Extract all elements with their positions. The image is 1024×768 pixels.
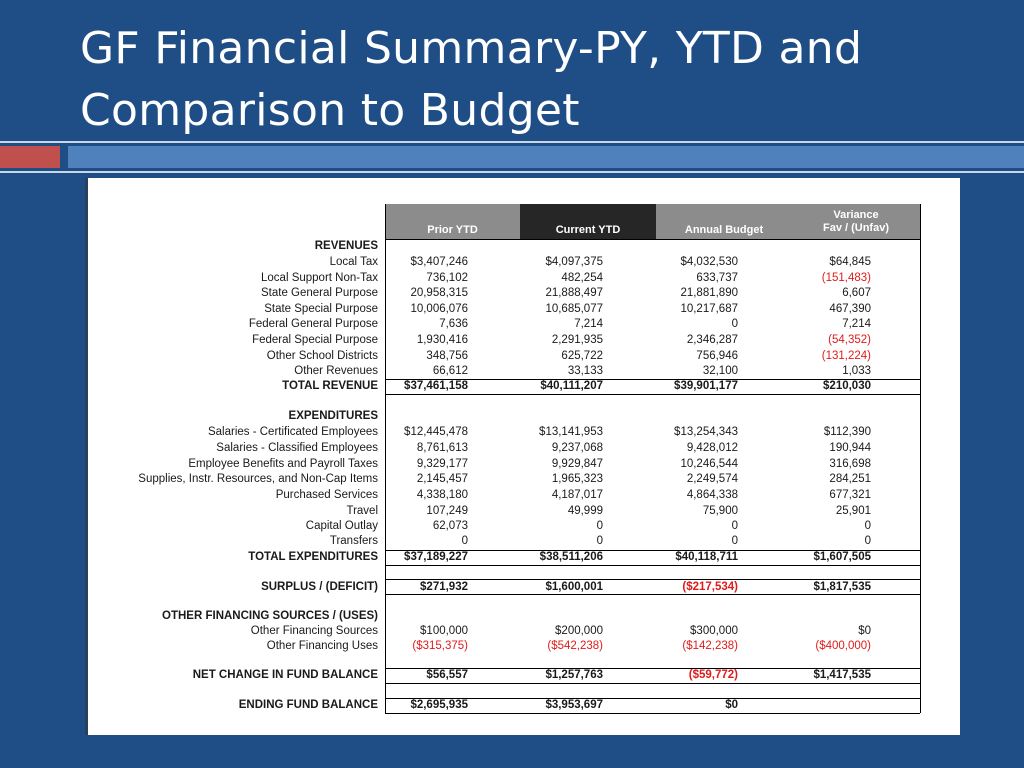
grid-line: [385, 713, 920, 714]
cell-prior: 4,338,180: [416, 489, 468, 501]
cell-variance: $0: [858, 625, 871, 637]
cell-variance: 316,698: [829, 458, 871, 470]
table-row: [88, 489, 928, 504]
cell-variance: 467,390: [829, 303, 871, 315]
cell-variance: $210,030: [823, 380, 871, 392]
table-row: [88, 365, 928, 380]
cell-budget: 21,881,890: [680, 287, 738, 299]
cell-current: 1,965,323: [551, 473, 603, 485]
cell-current: $13,141,953: [539, 426, 603, 438]
row-label: Other School Districts: [266, 350, 378, 362]
row-label: Other Revenues: [294, 365, 378, 377]
cell-variance: 284,251: [829, 473, 871, 485]
row-label: Local Tax: [329, 256, 378, 268]
cell-budget: 0: [731, 520, 738, 532]
cell-budget: ($59,772): [688, 669, 738, 681]
grid-line: [385, 698, 920, 699]
divider-line-bottom: [0, 171, 1024, 173]
cell-prior: $100,000: [420, 625, 468, 637]
row-label: Employee Benefits and Payroll Taxes: [188, 458, 378, 470]
cell-current: 33,133: [567, 365, 603, 377]
slide-title-line-2: Comparison to Budget: [80, 85, 580, 136]
cell-prior: 348,756: [426, 350, 468, 362]
row-label: TOTAL REVENUE: [282, 380, 378, 392]
table-row: [88, 669, 928, 684]
cell-prior: 66,612: [432, 365, 468, 377]
table-row: [88, 442, 928, 457]
table-row: [88, 334, 928, 349]
cell-current: $3,953,697: [545, 699, 603, 711]
cell-prior: 1,930,416: [416, 334, 468, 346]
cell-budget: $13,254,343: [674, 426, 738, 438]
cell-current: $4,097,375: [545, 256, 603, 268]
grid-line: [385, 550, 920, 551]
cell-current: 482,254: [561, 272, 603, 284]
cell-current: $1,257,763: [545, 669, 603, 681]
cell-current: $200,000: [555, 625, 603, 637]
row-label: Salaries - Classified Employees: [216, 442, 378, 454]
row-label: NET CHANGE IN FUND BALANCE: [192, 669, 378, 681]
slide-title: [80, 18, 980, 142]
grid-line: [385, 239, 920, 240]
table-row: [88, 303, 928, 318]
grid-line: [385, 379, 920, 380]
cell-current: 21,888,497: [545, 287, 603, 299]
cell-current: 4,187,017: [551, 489, 603, 501]
row-label: Capital Outlay: [305, 520, 378, 532]
cell-budget: 0: [731, 535, 738, 547]
row-label: Federal General Purpose: [248, 318, 378, 330]
cell-prior: $271,932: [420, 581, 468, 593]
divider-line-top: [0, 141, 1024, 143]
cell-current: 2,291,935: [551, 334, 603, 346]
cell-prior: $2,695,935: [410, 699, 468, 711]
grid-border: [385, 204, 386, 713]
cell-current: 0: [596, 520, 603, 532]
grid-line: [385, 394, 920, 395]
cell-prior: 736,102: [426, 272, 468, 284]
cell-current: 49,999: [567, 505, 603, 517]
cell-variance: 25,901: [835, 505, 871, 517]
cell-prior: 10,006,076: [410, 303, 468, 315]
cell-budget: 633,737: [696, 272, 738, 284]
table-row: [88, 551, 928, 566]
table-row: [88, 640, 928, 655]
cell-variance: ($400,000): [815, 640, 871, 652]
row-label: Purchased Services: [275, 489, 378, 501]
cell-budget: ($142,238): [682, 640, 738, 652]
table-row: [88, 272, 928, 287]
table-row: [88, 350, 928, 365]
cell-prior: 7,636: [439, 318, 468, 330]
row-label: TOTAL EXPENDITURES: [248, 551, 378, 563]
cell-budget: $0: [725, 699, 738, 711]
grid-line: [385, 683, 920, 684]
cell-current: $38,511,206: [539, 551, 603, 563]
table-row: [88, 426, 928, 441]
table-row: [88, 535, 928, 550]
header-current-ytd: Current YTD: [520, 204, 656, 239]
accent-bar-red: [0, 146, 60, 168]
cell-budget: 2,346,287: [686, 334, 738, 346]
cell-prior: $12,445,478: [404, 426, 468, 438]
table-row: [88, 240, 928, 255]
grid-line: [385, 668, 920, 669]
grid-line: [385, 579, 920, 580]
row-label: EXPENDITURES: [288, 410, 378, 422]
cell-prior: $37,189,227: [404, 551, 468, 563]
cell-variance: $1,607,505: [813, 551, 871, 563]
cell-current: $40,111,207: [540, 380, 603, 392]
cell-variance: (131,224): [821, 350, 871, 362]
cell-prior: 107,249: [426, 505, 468, 517]
cell-budget: ($217,534): [682, 581, 738, 593]
header-variance-line-1: Variance: [833, 209, 879, 221]
cell-variance: 7,214: [842, 318, 871, 330]
cell-prior: 0: [461, 535, 468, 547]
cell-prior: 20,958,315: [410, 287, 468, 299]
cell-variance: $1,817,535: [813, 581, 871, 593]
row-label: Federal Special Purpose: [252, 334, 378, 346]
cell-prior: 9,329,177: [416, 458, 468, 470]
cell-prior: $56,557: [426, 669, 468, 681]
row-label: Travel: [346, 505, 378, 517]
cell-variance: 1,033: [842, 365, 871, 377]
row-label: Supplies, Instr. Resources, and Non-Cap Items: [138, 473, 378, 485]
row-label: Other Financing Uses: [266, 640, 378, 652]
cell-prior: 8,761,613: [416, 442, 468, 454]
table-row: [88, 256, 928, 271]
cell-current: ($542,238): [547, 640, 603, 652]
row-label: Transfers: [329, 535, 378, 547]
cell-variance: 677,321: [829, 489, 871, 501]
grid-line: [385, 594, 920, 595]
cell-budget: $300,000: [690, 625, 738, 637]
table-row: [88, 287, 928, 302]
cell-budget: 75,900: [702, 505, 738, 517]
grid-border: [920, 204, 921, 713]
cell-variance: $64,845: [829, 256, 871, 268]
table-row: [88, 505, 928, 520]
row-label: SURPLUS / (DEFICIT): [261, 581, 378, 593]
cell-variance: 0: [864, 535, 871, 547]
cell-current: $1,600,001: [545, 581, 603, 593]
header-prior-ytd: Prior YTD: [385, 204, 520, 239]
table-row: [88, 610, 928, 625]
row-label: State General Purpose: [261, 287, 378, 299]
accent-bar-blue: [68, 146, 1024, 168]
cell-variance: (54,352): [828, 334, 871, 346]
grid-line: [385, 565, 920, 566]
cell-budget: 2,249,574: [686, 473, 738, 485]
table-row: [88, 520, 928, 535]
table-row: [88, 380, 928, 395]
financial-table: [85, 178, 960, 735]
row-label: Salaries - Certificated Employees: [207, 426, 378, 438]
header-variance-line-2: Fav / (Unfav): [822, 222, 889, 234]
cell-variance: $112,390: [823, 426, 871, 438]
cell-budget: 10,246,544: [680, 458, 738, 470]
cell-current: 9,929,847: [551, 458, 603, 470]
cell-current: 0: [596, 535, 603, 547]
cell-current: 10,685,077: [545, 303, 603, 315]
header-variance: [792, 204, 920, 239]
header-annual-budget: Annual Budget: [656, 204, 792, 239]
slide-title-line-1: GF Financial Summary-PY, YTD and: [80, 23, 863, 74]
cell-prior: ($315,375): [412, 640, 468, 652]
cell-prior: 2,145,457: [416, 473, 468, 485]
cell-current: 9,237,068: [551, 442, 603, 454]
cell-budget: 0: [731, 318, 738, 330]
cell-budget: $39,901,177: [674, 380, 738, 392]
cell-budget: 32,100: [702, 365, 738, 377]
row-label: OTHER FINANCING SOURCES / (USES): [162, 610, 378, 622]
row-label: State Special Purpose: [264, 303, 378, 315]
table-row: [88, 318, 928, 333]
cell-prior: $37,461,158: [404, 380, 468, 392]
cell-variance: 190,944: [829, 442, 871, 454]
table-row: [88, 410, 928, 425]
table-row: [88, 458, 928, 473]
table-row: [88, 625, 928, 640]
table-row: [88, 699, 928, 714]
cell-variance: 0: [864, 520, 871, 532]
cell-variance: 6,607: [842, 287, 871, 299]
cell-budget: 4,864,338: [686, 489, 738, 501]
cell-budget: $40,118,711: [675, 551, 738, 563]
cell-prior: $3,407,246: [410, 256, 468, 268]
cell-variance: $1,417,535: [813, 669, 871, 681]
cell-prior: 62,073: [432, 520, 468, 532]
cell-budget: 9,428,012: [686, 442, 738, 454]
row-label: ENDING FUND BALANCE: [238, 699, 378, 711]
cell-budget: $4,032,530: [680, 256, 738, 268]
cell-current: 625,722: [561, 350, 603, 362]
table-row: [88, 473, 928, 488]
cell-current: 7,214: [574, 318, 603, 330]
row-label: Local Support Non-Tax: [261, 272, 378, 284]
row-label: REVENUES: [314, 240, 378, 252]
row-label: Other Financing Sources: [250, 625, 378, 637]
cell-budget: 10,217,687: [680, 303, 738, 315]
cell-variance: (151,483): [821, 272, 871, 284]
cell-budget: 756,946: [696, 350, 738, 362]
